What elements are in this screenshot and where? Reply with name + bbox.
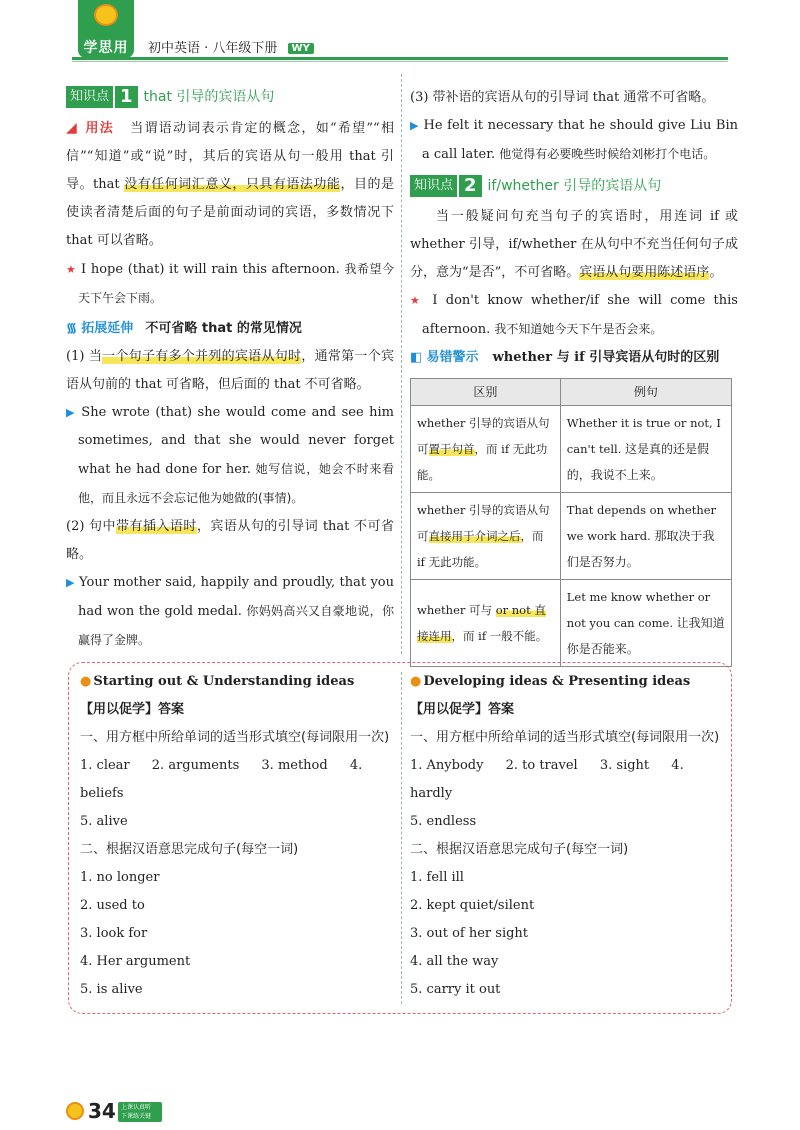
answer-item: 5. alive [80,814,128,829]
ext-title [66,315,394,343]
pin-icon: ● [80,674,92,689]
answer-item: 2. to travel [505,758,578,773]
bookmark-icon: ◧ [410,350,423,365]
answer-item: 3. sight [599,758,650,773]
kp2-number: 2 [457,175,482,197]
cell-example-cn: 这是真的还是假的，我说不上来。 [566,442,710,482]
answers-left-task2: 二、根据汉语意思完成句子(每空一词) [80,842,299,857]
page-footer [66,1098,186,1124]
answers-right-row1 [410,752,728,808]
cell-highlight: 置于句首 [428,442,475,456]
kp1-number: 1 [113,86,138,108]
rule2-b: ，宾语从句的引导词 that 不可省略。 [66,519,394,562]
cell-text: whether 引导的宾语从句可 [417,503,550,543]
rule2-example-en: Your mother said, happily and proudly, that you had won the gold medal. [78,575,395,619]
brand-name: 学思用 [83,40,129,56]
rule1-b: ，通常第一个宾语从句前的 that 可省略，但后面的 that 不可省略。 [66,349,394,392]
kp2-highlight: 宾语从句要用陈述语序 [579,265,710,280]
pin-icon: ● [410,674,422,689]
rule2-example [66,569,394,655]
answer-item: 5. endless [410,814,477,829]
book-title [148,37,314,56]
answers-divider [401,672,402,1004]
answer-item: 5. is alive [80,982,143,997]
triangle-icon: ▶ [410,119,419,132]
right-column [410,84,738,667]
kp2-heading: if/whether 引导的宾语从句 [487,178,662,194]
cell-highlight: 直接用于介词之后 [428,529,521,543]
table-header: 例句 [560,379,731,406]
answers-left-row2 [80,808,390,836]
answers-right-title: Developing ideas & Presenting ideas [423,674,691,689]
kp2-example [410,287,738,344]
warn-subtitle: whether 与 if 引导宾语从句时的区别 [492,350,720,365]
cell-example-cn: 让我知道你是否能来。 [566,616,725,656]
table-cell [411,580,561,667]
ext-label: 拓展延伸 [81,321,134,336]
kp2-example-cn: 我不知道她今天下午是否会来。 [494,322,663,336]
answer-item: 1. fell ill [410,870,464,885]
book-title-text: 初中英语 · 八年级下册 [148,41,278,56]
wifi-icon: ᯾ [66,321,78,336]
cell-text: ，而 if 无此功能。 [417,529,544,569]
kp1-label: 知识点 [66,86,113,108]
answer-item: 2. arguments [151,758,240,773]
sun-icon [66,1102,84,1120]
warn-label: 易错警示 [426,350,479,365]
table-header: 区别 [411,379,561,406]
footer-tag [118,1102,162,1122]
table-row [411,493,732,580]
kp1-example-cn: 我希望今天下午会下雨。 [78,262,394,305]
page-number: 34 [88,1099,116,1123]
rule1-a: (1) 当 [66,349,103,364]
kp2-label: 知识点 [410,175,457,197]
usage-label: 用法 [85,121,114,136]
left-column [66,84,394,655]
answer-item: 1. Anybody [410,758,484,773]
comparison-table [410,378,732,667]
rule1-highlight: 一个句子有多个并列的宾语从句时 [102,349,302,364]
rule1-example-en: She wrote (that) she would come and see him sometimes, and that she would never forget what he had done for her. [78,405,394,477]
rule2-example-cn: 你妈妈高兴又自豪地说，你赢得了金牌。 [78,604,394,647]
rule3: (3) 带补语的宾语从句的引导词 that 通常不可省略。 [410,90,715,105]
kp2-example-en: I don't know whether/if she will come this afternoon. [422,293,738,337]
answer-item: 4. all the way [410,954,499,969]
rule1-example-cn: 她写信说，她会不时来看他，而且永远不会忘记他为她做的(事情)。 [78,462,394,505]
cell-example-en: That depends on whether we work hard. [566,503,717,543]
answer-item: 2. kept quiet/silent [410,898,535,913]
column-divider [401,74,402,654]
table-cell [411,493,561,580]
cell-text: ，而 if 无此功能。 [417,442,548,482]
table-cell [411,406,561,493]
table-header-row [411,379,732,406]
answer-item: 4. beliefs [80,758,363,801]
flag-icon: ◢ [66,120,79,136]
answers-left-title: Starting out & Understanding ideas [93,674,355,689]
header-rule [72,57,728,60]
cell-text: whether 引导的宾语从句可 [417,416,550,456]
edition-badge: WY [288,43,314,54]
table-cell [560,493,731,580]
answer-item: 3. out of her sight [410,926,529,941]
table-cell [560,580,731,667]
rule3-example-cn: 他觉得有必要晚些时候给刘彬打个电话。 [499,147,716,161]
answers-right-task2: 二、根据汉语意思完成句子(每空一词) [410,842,629,857]
rule1 [66,343,394,399]
answers-right-heading [410,668,728,696]
answers-right-row2 [410,808,728,836]
triangle-icon: ▶ [66,576,75,589]
triangle-icon: ▶ [66,406,76,419]
kp1-title [66,84,394,110]
usage-text-a: 当谓语动词表示肯定的概念，如“希望”“相信”“知道”或“说”时，其后的宾语从句一般用 that 引导。that [66,121,394,192]
page-header [0,0,800,62]
kp1-example-en: I hope (that) it will rain this afternoon. [81,262,340,277]
rule1-example [66,399,394,513]
rule3-example-en: He felt it necessary that he should give Liu Bin a call later. [422,118,738,162]
kp2-text-a: 当一般疑问句充当句子的宾语时，用连词 if 或 whether 引导，if/whether 在从句中不充当任何句子成分，意为“是否”，不可省略。 [410,209,738,280]
answer-item: 2. used to [80,898,145,913]
cell-example-en: Whether it is true or not, I can't tell. [566,416,721,456]
answer-item: 4. hardly [410,758,684,801]
cell-highlight: or not 直接连用 [417,603,546,643]
answers-right-sub: 【用以促学】答案 [410,702,515,717]
answers-left-sub: 【用以促学】答案 [80,702,185,717]
footer-tag-line: 下课练关键 [121,1113,152,1120]
star-icon: ★ [66,263,77,276]
answers-left-row1 [80,752,390,808]
answers-right-task1: 一、用方框中所给单词的适当形式填空(每词限用一次) [410,730,720,745]
rule2 [66,513,394,569]
header-rule-thin [72,61,728,62]
kp1-usage [66,114,394,255]
kp2-text [410,203,738,287]
cell-text: whether 可与 [417,603,496,617]
rule2-highlight: 带有插入语时 [116,519,197,534]
rule3-example [410,112,738,169]
table-cell [560,406,731,493]
answers-right [410,668,728,1004]
ext-subtitle: 不可省略 that 的常见情况 [145,321,302,336]
answers-left-task1: 一、用方框中所给单词的适当形式填空(每词限用一次) [80,730,390,745]
answer-item: 4. Her argument [80,954,191,969]
kp2-text-b: 。 [709,265,723,280]
usage-text-b: ，目的是使读者清楚后面的句子是前面动词的宾语，多数情况下 that 可以省略。 [66,177,394,248]
cell-example-en: Let me know whether or not you can come. [566,590,711,630]
kp1-heading: that 引导的宾语从句 [143,89,275,105]
answer-item: 3. look for [80,926,148,941]
usage-highlight: 没有任何词汇意义，只具有语法功能 [124,177,341,192]
footer-tag-line: 上课认真听 [121,1104,152,1111]
answers-left [80,668,390,1004]
kp2-title [410,173,738,199]
table-row [411,406,732,493]
table-row [411,580,732,667]
cell-text: ，而 if 一般不能。 [451,629,548,643]
rule2-a: (2) 句中 [66,519,116,534]
answers-left-heading [80,668,390,696]
answer-item: 1. no longer [80,870,160,885]
answer-item: 5. carry it out [410,982,501,997]
star-icon: ★ [410,294,425,307]
cell-example-cn: 那取决于我们是否努力。 [566,529,715,569]
kp1-example [66,255,394,313]
warn-title [410,344,738,372]
sun-logo-icon [94,4,118,26]
answer-item: 3. method [261,758,328,773]
answer-item: 1. clear [80,758,130,773]
